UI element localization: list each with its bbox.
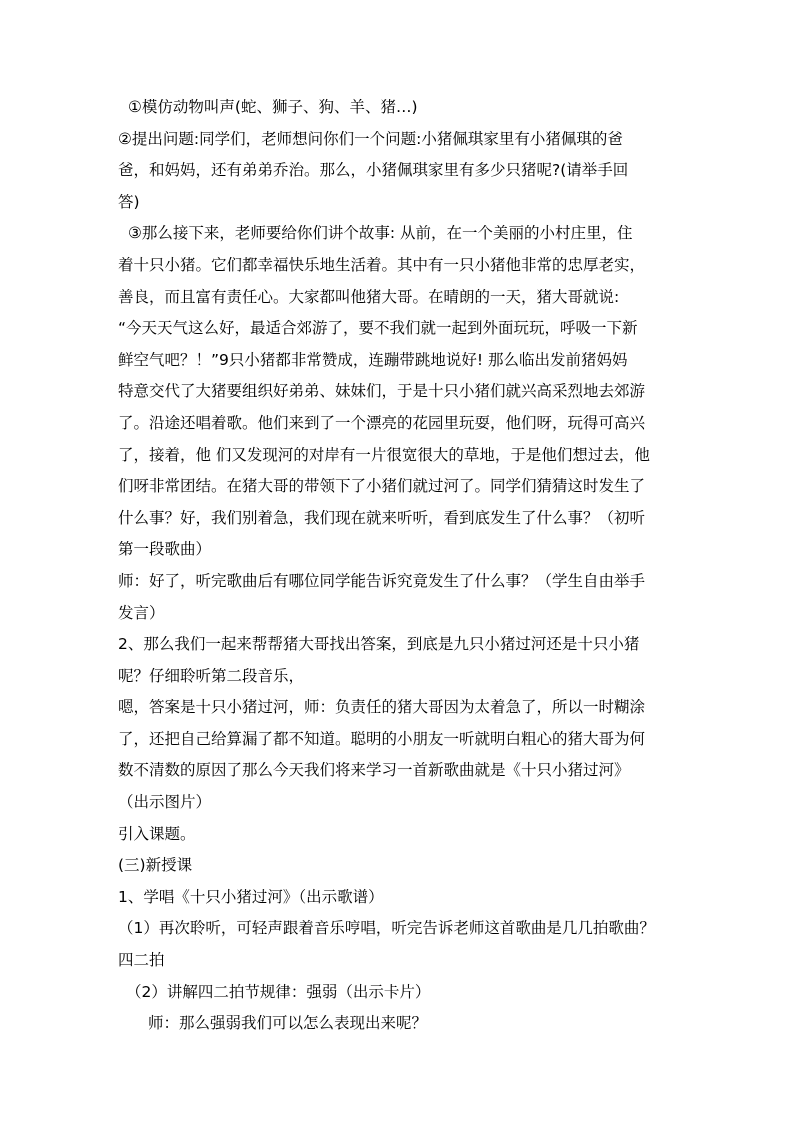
text-line: ①模仿动物叫声(蛇、狮子、狗、羊、猪…) (128, 98, 418, 116)
text-line: 1、学唱《十只小猪过河》（出示歌谱） (118, 887, 384, 906)
text-line: 师：那么强弱我们可以怎么表现出来呢？ (148, 1014, 428, 1033)
text-line: 引入课题。 (118, 824, 196, 843)
section-heading: (三)新授课 (118, 856, 193, 875)
text-line: ②提出问题:同学们，老师想问你们一个问题:小猪佩琪家里有小猪佩琪的爸 (118, 129, 623, 148)
text-line: 师：好了，听完歌曲后有哪位同学能告诉究竟发生了什么事？（学生自由举手 (118, 571, 646, 590)
text-line: （出示图片） (118, 793, 212, 812)
text-line: 嗯，答案是十只小猪过河，师：负责任的猪大哥因为太着急了，所以一时糊涂 (118, 698, 646, 717)
text-line: “今天天气这么好，最适合郊游了，要不我们就一起到外面玩玩，呼吸一下新 (118, 319, 638, 338)
text-line: 数不清数的原因了那么今天我们将来学习一首新歌曲就是《十只小猪过河》 (118, 761, 630, 780)
document-body (118, 92, 678, 1040)
text-line: （2）讲解四二拍节规律：强弱（出示卡片） (126, 982, 431, 1001)
text-line: 着十只小猪。它们都幸福快乐地生活着。其中有一只小猪他非常的忠厚老实， (118, 255, 646, 274)
text-line: 2、那么我们一起来帮帮猪大哥找出答案，到底是九只小猪过河还是十只小猪 (118, 635, 640, 654)
text-line: 了。沿途还唱着歌。他们来到了一个漂亮的花园里玩耍，他们呀，玩得可高兴 (118, 413, 646, 432)
text-line: 四二拍 (118, 951, 165, 970)
text-line: 第一段歌曲） (118, 540, 212, 559)
text-line: 了，还把自己给算漏了都不知道。聪明的小朋友一听就明白粗心的猪大哥为何 (118, 729, 646, 748)
text-line: （1）再次聆听，可轻声跟着音乐哼唱，听完告诉老师这首歌曲是几几拍歌曲？ (118, 919, 655, 938)
text-line: 呢？仔细聆听第二段音乐， (118, 666, 305, 685)
text-line: 了，接着，他 们又发现河的对岸有一片很宽很大的草地，于是他们想过去，他 (118, 445, 650, 464)
text-line: 什么事？好，我们别着急，我们现在就来听听，看到底发生了什么事？（初听 (118, 508, 646, 527)
text-line: 爸，和妈妈，还有弟弟乔治。那么，小猪佩琪家里有多少只猪呢?(请举手回 (118, 161, 629, 180)
text-line: ③那么接下来，老师要给你们讲个故事: 从前，在一个美丽的小村庄里，住 (128, 224, 633, 243)
text-line: 答) (118, 192, 140, 211)
text-line: 善良，而且富有责任心。大家都叫他猪大哥。在晴朗的一天，猪大哥就说: (118, 287, 620, 306)
text-line: 特意交代了大猪要组织好弟弟、妹妹们，于是十只小猪们就兴高采烈地去郊游 (118, 382, 646, 401)
text-line: 发言） (118, 603, 165, 622)
text-line: 们呀非常团结。在猪大哥的带领下了小猪们就过河了。同学们猜猜这时发生了 (118, 477, 646, 496)
text-line: 鲜空气吧？！”9只小猪都非常赞成，连蹦带跳地说好! 那么临出发前猪妈妈 (118, 350, 628, 369)
